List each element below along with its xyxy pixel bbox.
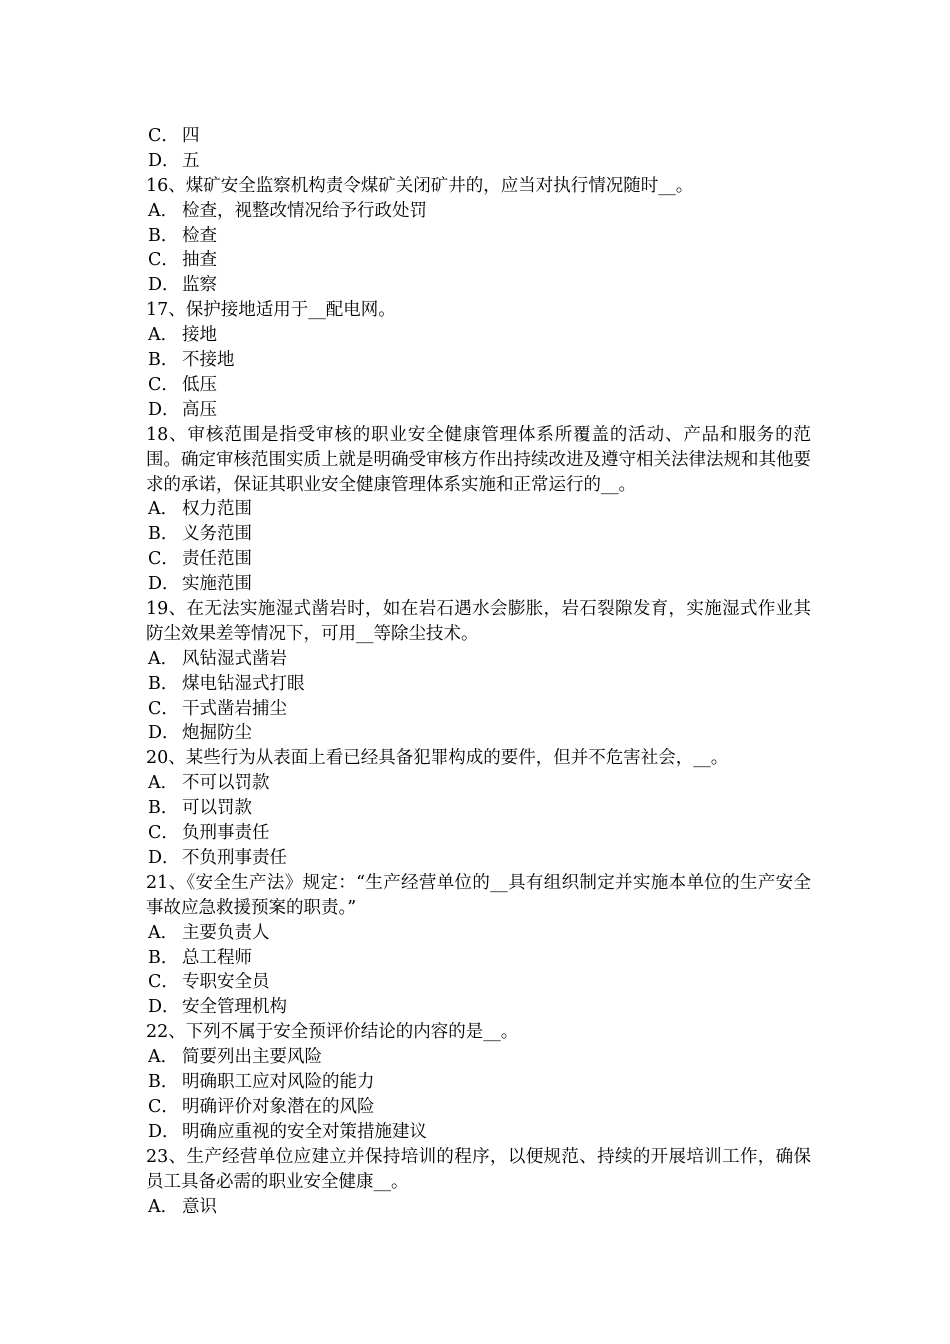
answer-option bbox=[146, 921, 811, 946]
answer-option bbox=[146, 547, 811, 572]
option-text: 炮掘防尘 bbox=[182, 723, 252, 744]
option-text: 明确职工应对风险的能力 bbox=[182, 1072, 375, 1093]
answer-option bbox=[146, 273, 811, 298]
option-text: 意识 bbox=[182, 1196, 217, 1217]
option-letter: C． bbox=[148, 549, 179, 570]
question-text: 20、某些行为从表面上看已经具备犯罪构成的要件，但并不危害社会，__。 bbox=[146, 748, 729, 769]
option-text: 风钻湿式凿岩 bbox=[182, 648, 287, 669]
option-letter: A． bbox=[148, 1196, 179, 1217]
option-text: 检查 bbox=[182, 225, 217, 246]
option-letter: A． bbox=[148, 325, 179, 346]
answer-option bbox=[146, 946, 811, 971]
option-letter: A． bbox=[148, 499, 179, 520]
option-letter: B． bbox=[148, 673, 179, 694]
option-letter: C． bbox=[148, 823, 179, 844]
option-letter: C． bbox=[148, 1096, 179, 1117]
answer-option bbox=[146, 1045, 811, 1070]
option-letter: C． bbox=[148, 374, 179, 395]
option-text: 检查，视整改情况给予行政处罚 bbox=[182, 200, 427, 221]
option-letter: D． bbox=[148, 847, 180, 868]
answer-option bbox=[146, 522, 811, 547]
option-letter: C． bbox=[148, 126, 179, 146]
option-text: 低压 bbox=[182, 374, 217, 395]
answer-option bbox=[146, 1095, 811, 1120]
option-text: 义务范围 bbox=[182, 524, 252, 545]
option-text: 明确评价对象潜在的风险 bbox=[182, 1096, 375, 1117]
option-text: 干式凿岩捕尘 bbox=[182, 698, 287, 719]
answer-option bbox=[146, 149, 811, 174]
answer-option bbox=[146, 672, 811, 697]
answer-option bbox=[146, 846, 811, 871]
option-text: 高压 bbox=[182, 399, 217, 420]
question-text: 22、下列不属于安全预评价结论的内容的是__。 bbox=[146, 1022, 519, 1043]
option-text: 不可以罚款 bbox=[182, 773, 270, 794]
answer-option bbox=[146, 796, 811, 821]
answer-option bbox=[146, 373, 811, 398]
option-letter: C． bbox=[148, 972, 179, 993]
answer-option bbox=[146, 647, 811, 672]
option-letter: D． bbox=[148, 399, 180, 420]
option-text: 权力范围 bbox=[182, 499, 252, 520]
option-text: 明确应重视的安全对策措施建议 bbox=[182, 1121, 427, 1142]
option-text: 监察 bbox=[182, 275, 217, 296]
option-letter: A． bbox=[148, 1047, 179, 1068]
answer-option bbox=[146, 497, 811, 522]
option-text: 抽查 bbox=[182, 250, 217, 271]
question-list bbox=[146, 124, 811, 1219]
answer-option bbox=[146, 697, 811, 722]
option-text: 四 bbox=[182, 126, 200, 146]
question-text: 17、保护接地适用于__配电网。 bbox=[146, 300, 396, 321]
option-text: 专职安全员 bbox=[182, 972, 270, 993]
option-letter: B． bbox=[148, 947, 179, 968]
question-text: 16、煤矿安全监察机构责令煤矿关闭矿井的，应当对执行情况随时__。 bbox=[146, 175, 694, 196]
option-text: 煤电钻湿式打眼 bbox=[182, 673, 305, 694]
option-letter: D． bbox=[148, 723, 180, 744]
option-text: 实施范围 bbox=[182, 574, 252, 595]
answer-option bbox=[146, 199, 811, 224]
answer-option bbox=[146, 1195, 811, 1220]
answer-option bbox=[146, 771, 811, 796]
option-text: 安全管理机构 bbox=[182, 997, 287, 1018]
option-letter: B． bbox=[148, 350, 179, 371]
answer-option bbox=[146, 1070, 811, 1095]
answer-option bbox=[146, 572, 811, 597]
option-text: 不接地 bbox=[182, 350, 235, 371]
option-text: 五 bbox=[182, 150, 200, 171]
answer-option bbox=[146, 398, 811, 423]
answer-option bbox=[146, 224, 811, 249]
option-letter: A． bbox=[148, 200, 179, 221]
option-letter: A． bbox=[148, 773, 179, 794]
option-letter: B． bbox=[148, 798, 179, 819]
option-text: 主要负责人 bbox=[182, 922, 270, 943]
answer-option bbox=[146, 721, 811, 746]
option-letter: D． bbox=[148, 997, 180, 1018]
option-letter: D． bbox=[148, 574, 180, 595]
answer-option bbox=[146, 248, 811, 273]
answer-option bbox=[146, 970, 811, 995]
option-text: 责任范围 bbox=[182, 549, 252, 570]
option-text: 总工程师 bbox=[182, 947, 252, 968]
option-text: 可以罚款 bbox=[182, 798, 252, 819]
answer-option bbox=[146, 1120, 811, 1145]
question-text: 19、在无法实施湿式凿岩时，如在岩石遇水会膨胀，岩石裂隙发育，实施湿式作业其防尘效果差等情况下，可用__等除尘技术。 bbox=[146, 599, 811, 644]
option-letter: A． bbox=[148, 922, 179, 943]
option-letter: C． bbox=[148, 698, 179, 719]
answer-option bbox=[146, 348, 811, 373]
option-text: 不负刑事责任 bbox=[182, 847, 287, 868]
option-letter: B． bbox=[148, 524, 179, 545]
option-letter: D． bbox=[148, 150, 180, 171]
answer-option bbox=[146, 821, 811, 846]
option-letter: C． bbox=[148, 250, 179, 271]
option-letter: A． bbox=[148, 648, 179, 669]
answer-option bbox=[146, 323, 811, 348]
question-text: 21、《安全生产法》规定：“生产经营单位的__具有组织制定并实施本单位的生产安全事故应急救援预案的职责。” bbox=[146, 872, 811, 918]
option-text: 简要列出主要风险 bbox=[182, 1047, 322, 1068]
option-text: 接地 bbox=[182, 325, 217, 346]
option-text: 负刑事责任 bbox=[182, 823, 270, 844]
option-letter: B． bbox=[148, 225, 179, 246]
question-text: 23、生产经营单位应建立并保持培训的程序，以便规范、持续的开展培训工作，确保员工具备必需的职业安全健康__。 bbox=[146, 1146, 811, 1192]
question-text: 18、审核范围是指受审核的职业安全健康管理体系所覆盖的活动、产品和服务的范围。确定审核范围实质上就是明确受审核方作出持续改进及遵守相关法律法规和其他要求的承诺，保证其职业安全健康管理体系实施和正常运行的__。 bbox=[146, 424, 811, 495]
option-letter: D． bbox=[148, 1121, 180, 1142]
answer-option bbox=[146, 995, 811, 1020]
answer-option bbox=[146, 124, 811, 149]
option-letter: D． bbox=[148, 275, 180, 296]
option-letter: B． bbox=[148, 1072, 179, 1093]
